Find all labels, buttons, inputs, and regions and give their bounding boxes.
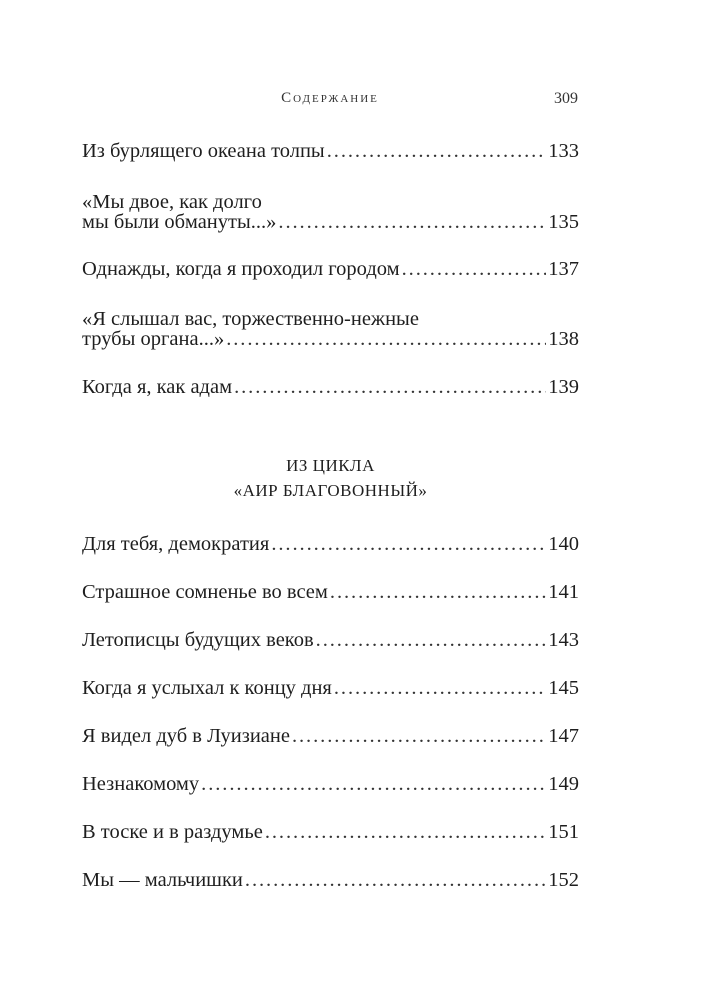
dot-leader [292, 726, 546, 746]
toc-entry-page: 133 [548, 140, 579, 162]
toc-entry[interactable] [82, 774, 579, 794]
toc-entry-page: 151 [548, 821, 579, 843]
toc-entry[interactable] [82, 141, 579, 161]
toc-entry[interactable] [82, 678, 579, 698]
dot-leader [265, 822, 546, 842]
toc-entry[interactable] [82, 582, 579, 602]
dot-leader [201, 774, 546, 794]
dot-leader [245, 870, 546, 890]
dot-leader [330, 582, 546, 602]
toc-entry-title: «Мы двое, как долго [82, 191, 262, 213]
toc-entry[interactable] [82, 870, 579, 890]
toc-entry-title: мы были обмануты...» [82, 211, 277, 233]
toc-entry-page: 137 [548, 258, 579, 280]
toc-entry-page: 149 [548, 773, 579, 795]
toc-entry[interactable] [82, 630, 579, 650]
toc-entry[interactable] [82, 192, 579, 232]
toc-entry[interactable] [82, 259, 579, 279]
toc-entry-title: трубы органа...» [82, 328, 225, 350]
dot-leader [327, 141, 547, 161]
toc-entry-title: Я видел дуб в Луизиане [82, 725, 290, 747]
toc-entry-page: 140 [548, 533, 579, 555]
dot-leader [234, 377, 546, 397]
running-header-title: Содержание [281, 90, 379, 106]
toc-entry-title: Из бурлящего океана толпы [82, 140, 325, 162]
toc-entry-title: Когда я услыхал к концу дня [82, 677, 332, 699]
dot-leader [271, 534, 546, 554]
toc-entry-title: Страшное сомненье во всем [82, 581, 328, 603]
dot-leader [402, 259, 547, 279]
dot-leader [226, 329, 546, 349]
toc-entry-title: Однажды, когда я проходил городом [82, 258, 400, 280]
toc-entry-title: Незнакомому [82, 773, 200, 795]
toc-entry-page: 143 [548, 629, 579, 651]
dot-leader [278, 212, 546, 232]
section-heading [82, 453, 579, 503]
toc-entry-title: Летописцы будущих веков [82, 629, 314, 651]
toc-entry-page: 141 [548, 581, 579, 603]
dot-leader [334, 678, 546, 698]
toc-entry[interactable] [82, 377, 579, 397]
toc-entry[interactable] [82, 534, 579, 554]
toc-entry-title: Когда я, как адам [82, 376, 233, 398]
dot-leader [316, 630, 547, 650]
toc-entry-title: Мы — мальчишки [82, 869, 243, 891]
toc-entry-page: 135 [548, 211, 579, 233]
toc-entry[interactable] [82, 726, 579, 746]
page-number: 309 [554, 90, 578, 107]
toc-entry-page: 139 [548, 376, 579, 398]
toc-entry-title: Для тебя, демократия [82, 533, 270, 555]
toc-entry-page: 147 [548, 725, 579, 747]
toc-entry-page: 145 [548, 677, 579, 699]
section-heading-line1: ИЗ ЦИКЛА [286, 456, 375, 475]
toc-entry[interactable] [82, 822, 579, 842]
section-heading-line2: «АИР БЛАГОВОННЫЙ» [233, 481, 428, 500]
toc-entry-title: «Я слышал вас, торжественно-нежные [82, 308, 419, 330]
toc-entry[interactable] [82, 309, 579, 349]
toc-entry-title: В тоске и в раздумье [82, 821, 263, 843]
toc-entry-page: 152 [548, 869, 579, 891]
toc-entry-page: 138 [548, 328, 579, 350]
